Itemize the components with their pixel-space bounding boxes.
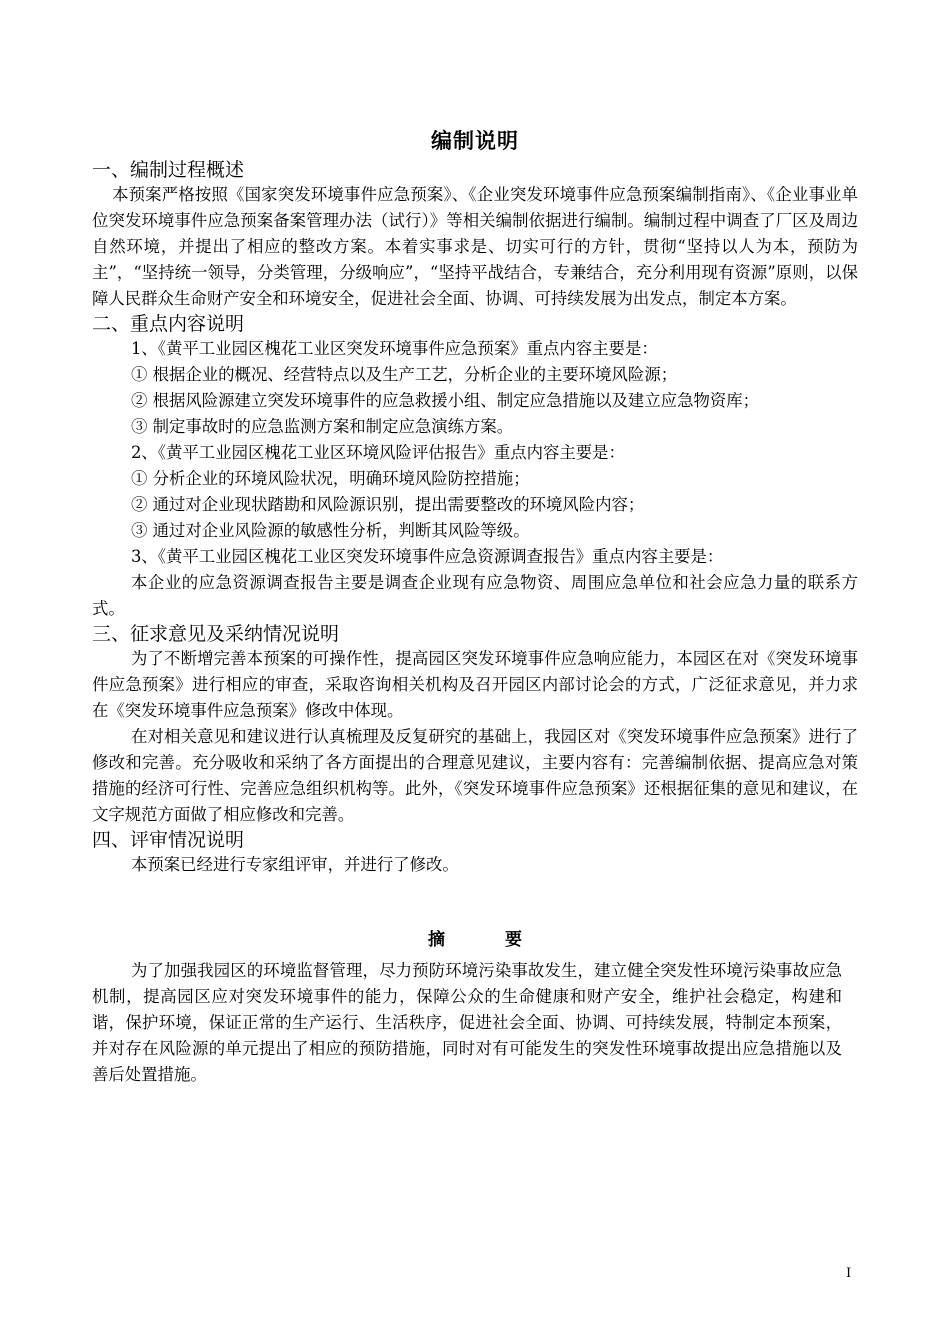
section-2-line: 3、《黄平工业园区槐花工业区突发环境事件应急资源调查报告》重点内容主要是： — [131, 547, 724, 566]
section-2-line: ① 分析企业的环境风险状况，明确环境风险防控措施； — [131, 469, 530, 488]
section-2-line: 2、《黄平工业园区槐花工业区环境风险评估报告》重点内容主要是： — [131, 443, 625, 462]
abstract-title-left: 摘 — [428, 930, 445, 950]
section-heading-1: 一、编制过程概述 — [92, 159, 245, 181]
section-2-line: ① 根据企业的概况、经营特点以及生产工艺，分析企业的主要环境风险源； — [131, 365, 678, 384]
abstract-title-right: 要 — [505, 930, 522, 950]
section-2-paragraph: 本企业的应急资源调查报告主要是调查企业现有应急物资、周围应急单位和社会应急力量的联系方式。 — [92, 573, 858, 618]
page-title: 编制说明 — [431, 128, 519, 153]
abstract-title — [92, 922, 858, 958]
section-1-paragraph: 本预案严格按照《国家突发环境事件应急预案》、《企业突发环境事件应急预案编制指南》、《企业事业单位突发环境事件应急预案备案管理办法（试行）》等相关编制依据进行编制。编制过程中调查了厂区及周边自然环境，并提出了相应的整改方案。本着实事求是、切实可行的方针，贯彻“坚持以人为本，预防为主”，“坚持统一领导，分类管理，分级响应”，“坚持平战结合，专兼结合，充分利用现有资源”原则，以保障人民群众生命财产安全和环境安全，促进社会全面、协调、可持续发展为出发点，制定本方案。 — [92, 185, 858, 308]
section-heading-4: 四、评审情况说明 — [92, 829, 245, 851]
section-2-line: ③ 通过对企业风险源的敏感性分析，判断其风险等级。 — [131, 521, 530, 540]
section-3-paragraph-2: 在对相关意见和建议进行认真梳理及反复研究的基础上，我园区对《突发环境事件应急预案》进行了修改和完善。充分吸收和采纳了各方面提出的合理意见建议，主要内容有：完善编制依据、提高应急对策措施的经济可行性、完善应急组织机构等。此外，《突发环境事件应急预案》还根据征集的意见和建议，在文字规范方面做了相应修改和完善。 — [92, 727, 858, 824]
page-number: I — [846, 1266, 852, 1281]
section-2-line: ② 通过对企业现状踏勘和风险源识别，提出需要整改的环境风险内容； — [131, 495, 645, 514]
abstract-text: 为了加强我园区的环境监督管理，尽力预防环境污染事故发生，建立健全突发性环境污染事故应急机制，提高园区应对突发环境事件的能力，保障公众的生命健康和财产安全，维护社会稳定，构建和谐，保护环境，保证正常的生产运行、生活秩序，促进社会全面、协调、可持续发展，特制定本预案，并对存在风险源的单元提出了相应的预防措施，同时对有可能发生的突发性环境事故提出应急措施以及善后处置措施。 — [92, 961, 842, 1084]
section-2-line: ② 根据风险源建立突发环境事件的应急救援小组、制定应急措施以及建立应急物资库； — [131, 391, 760, 410]
section-heading-2: 二、重点内容说明 — [92, 313, 245, 335]
section-4-paragraph: 本预案已经进行专家组评审，并进行了修改。 — [131, 855, 459, 874]
section-heading-3: 三、征求意见及采纳情况说明 — [92, 623, 340, 645]
section-3-paragraph-1: 为了不断增完善本预案的可操作性，提高园区突发环境事件应急响应能力，本园区在对《突发环境事件应急预案》进行相应的审查，采取咨询相关机构及召开园区内部讨论会的方式，广泛征求意见，并力求在《突发环境事件应急预案》修改中体现。 — [92, 649, 858, 720]
spacer — [92, 878, 858, 922]
document-page — [92, 124, 858, 1088]
section-2-line: 1、《黄平工业园区槐花工业区突发环境事件应急预案》重点内容主要是： — [131, 339, 658, 358]
section-2-line: ③ 制定事故时的应急监测方案和制定应急演练方案。 — [131, 417, 514, 436]
